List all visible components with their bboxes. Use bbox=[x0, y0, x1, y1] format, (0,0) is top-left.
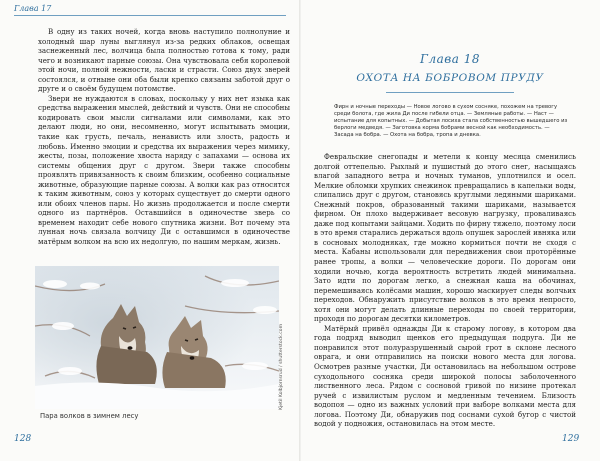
photo-caption: Пара волков в зимнем лесу bbox=[40, 412, 139, 420]
paragraph: Февральские снегопады и метели к концу месяца сменились долгой оттепелью. Рыхлый и пушистый до этого снег, насыщаясь влагой западного ветра и ночных туманов, уплотнился и осел. Мелкие обломки хрупких снежинок превращались в капельки воды, слипались друг с другом, становясь круглыми ледяными шариками. Снежный покров, образованный такими шариками, называется фирном. Он плохо выдерживает весовую нагрузку, проваливаясь даже под копытами зайцами. Ходить по фирну тяжело, поэтому лоси в это время старались держаться вдоль опушек зарослей ивняка или в сосновых молодняках, где можно кормиться почти не сходя с места. Кабаны использовали для передвижения свои проторённые ранее тропы, а волки — человеческие дороги. По дорогам они ходили ночью, когда вероятность встретить людей минимальна. Зато идти по дорогам легко, а снежная каша на обочинах, перемешиваясь колёсами машин, хорошо маскирует следы волчьих переходов. Обнаружить присутствие волков в это время непросто, хотя они могут делать длинные переходы по своей территории, проходя по дорогам десятки километров. bbox=[314, 152, 576, 324]
paragraph: Матёрый привёл однажды Ди к старому логову, в котором два года подряд выводил щенков его предыдущая подруга. Ди не понравился этот полуразрушенный сырой грот в склоне лесного оврага, и они отправились на поиски нового места для логова. Осмотрев разные участки, Ди остановилась на небольшом острове суходольного сосняка среди широкой полосы заболоченного лиственного леса. Рядом с сосновой гривой по низине протекал ручей с извилистым руслом и медленным течением. Близость водопоя — одно из важных условий при выборе волками места для логова. Поэтому Ди, обнаружив под соснами сухой бугор с чистой водой у подножия, остановилась на этом месте. bbox=[314, 323, 576, 429]
left-body-text bbox=[38, 27, 290, 247]
right-page bbox=[300, 0, 600, 461]
paragraph: Звери не нуждаются в словах, поскольку у них нет языка как средства выражения мыслей, действий и чувств. Они не способны кодировать свои мысли сигналами или символами, как это делают люди, но они, несомненно, могут испытывать эмоции, такие как грусть, печаль, ненависть или злость, радость и любовь. Именно эмоции и средства их выражения через мимику, жесты, позы, положение хвоста наряду с запахами — основа их системы общения друг с другом. Звери также способны проявлять привязанность к своим близким, особенно социальные животные, образующие парные союзы. А волки как раз относятся к таким животным, союз у которых существует до смерти одного или обоих членов пары. Но жизнь продолжается и после смерти одного из партнёров. Оставшийся в одиночестве зверь со временем находит себе нового спутника жизни. Вот почему эта лунная ночь связала волчицу Ди с оставшимся в одиночестве матёрым волком на всю их недолгую, по нашим меркам, жизнь. bbox=[38, 93, 290, 247]
chapter-summary-text: Фирн и ночные переходы — Новое логово в сухом сосняке, похожем на тревогу среди болота, где жила Ди после гибели отца. — Земляные работы. — Наст — испытание для копытных. — Добытая лосиха стала собственностью вышедшего из берлоги медведя. — Заготовка корма бобрами весной как необходимость. — Засада на бобра. — Охота на бобра, тропа и дневка. bbox=[334, 104, 568, 139]
running-head: Глава 17 bbox=[14, 4, 286, 16]
wolves-photo bbox=[35, 266, 279, 409]
page-number: 128 bbox=[14, 434, 32, 444]
chapter-divider bbox=[386, 92, 514, 93]
chapter-title: ОХОТА НА БОБРОВОМ ПРУДУ bbox=[356, 72, 544, 84]
wolves-in-snowy-forest-image bbox=[35, 266, 279, 409]
page-number: 129 bbox=[562, 434, 580, 444]
photo-credit: Kjetil Kolbjornsrud / shutterstock.com bbox=[279, 323, 284, 410]
chapter-number: Глава 18 bbox=[420, 52, 480, 66]
chapter-summary bbox=[334, 104, 570, 139]
right-body-text bbox=[314, 152, 576, 429]
paragraph: В одну из таких ночей, когда вновь наступило полнолуние и холодный шар луны выглянул из-за редких облаков, освещая заснеженный лес, волчица была полностью готова к тому, ради чего и возникают парные союзы. Она чувствовала себя королевой этой ночи, полной нежности, ласки и страсти. Союз двух зверей состоялся, и отныне они оба были крепко связаны заботой друг о друге и о своём будущем потомстве. bbox=[38, 27, 290, 94]
